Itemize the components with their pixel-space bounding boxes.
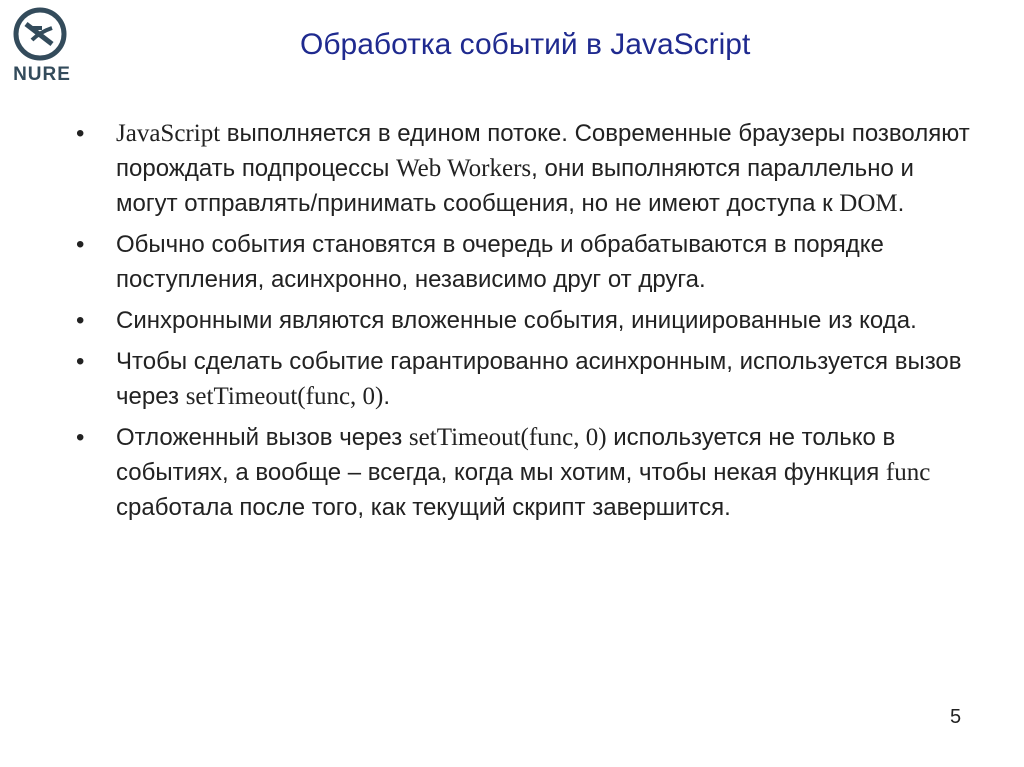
page-number: 5 — [950, 706, 962, 728]
bullet-item — [72, 303, 972, 338]
bullet-text: сработала после того, как текущий скрипт завершится. — [116, 494, 731, 521]
bullet-dot: • — [76, 231, 85, 258]
bullet-text: setTimeout(func, 0) — [185, 383, 384, 410]
bullet-text: DOM — [839, 190, 898, 217]
bullet-text: используется не только в событиях, а вообще – всегда, когда мы хотим, чтобы некая функция — [116, 424, 896, 486]
bullet-text: Обычно события становятся в очередь и обрабатываются в порядке поступления, асинхронно, независимо друг от друга. — [116, 231, 884, 293]
bullet-dot: • — [76, 424, 85, 451]
bullet-text: func — [885, 459, 931, 486]
bullet-text: Web Workers — [396, 155, 532, 182]
nure-logo — [4, 6, 76, 86]
logo-text: NURE — [13, 64, 71, 85]
bullet-item — [72, 227, 972, 297]
bullet-text: , они выполняются параллельно и могут отправлять/принимать сообщения, но не имеют доступа к — [116, 155, 914, 217]
bullet-text: выполняется в едином потоке. Современные браузеры позволяют порождать подпроцессы — [116, 120, 970, 182]
bullet-dot: • — [76, 348, 85, 375]
slide-title: Обработка событий в JavaScript — [300, 28, 751, 61]
bullet-text: Синхронными являются вложенные события, инициированные из кода. — [116, 307, 917, 334]
bullet-text: . — [897, 190, 905, 217]
bullet-list — [72, 116, 972, 531]
bullet-dot: • — [76, 307, 85, 334]
bullet-text: . — [383, 383, 391, 410]
nure-emblem-icon — [12, 6, 68, 62]
bullet-item — [72, 344, 972, 414]
bullet-item — [72, 116, 972, 221]
bullet-text: Отложенный вызов через — [116, 424, 409, 451]
bullet-text: JavaScript — [116, 120, 221, 147]
bullet-item — [72, 420, 972, 525]
bullet-text: setTimeout(func, 0) — [408, 424, 607, 451]
bullet-text: Чтобы сделать событие гарантированно асинхронным, используется вызов через — [116, 348, 962, 410]
bullet-dot: • — [76, 120, 85, 147]
